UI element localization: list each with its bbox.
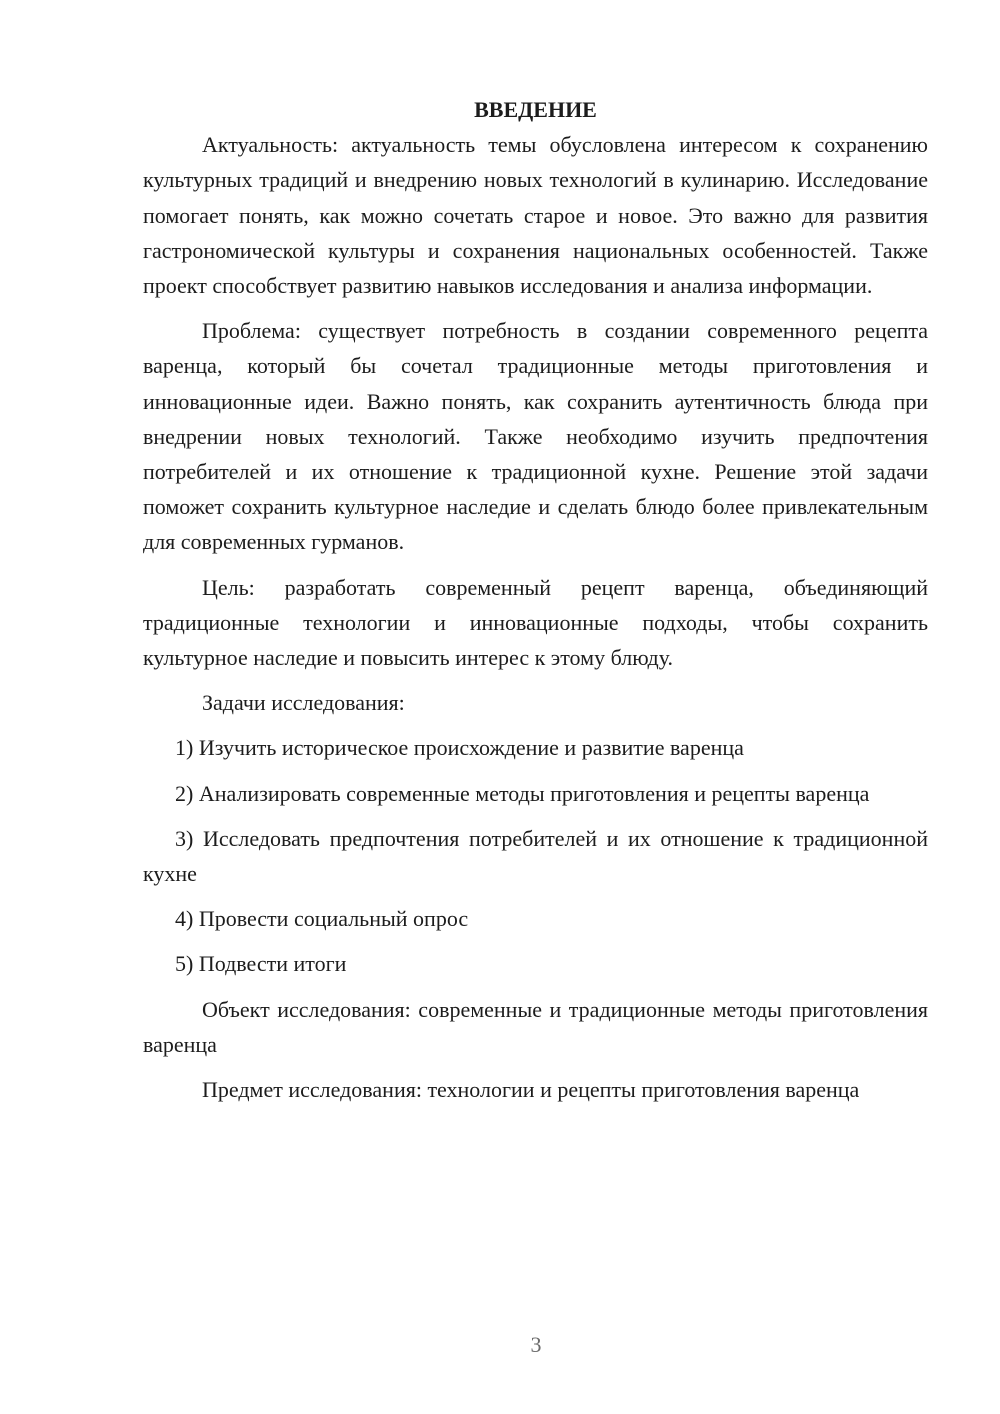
research-object-paragraph: Объект исследования: современные и традиционные методы приготовления варенца — [143, 996, 928, 1057]
task-item-3: 3) Исследовать предпочтения потребителей и их отношение к традиционной кухне — [143, 825, 928, 887]
page-number: 3 — [530, 1332, 542, 1357]
goal-paragraph: Цель: разработать современный рецепт варенца, объединяющий традиционные технологии и инновационные подходы, чтобы сохранить культурное наследие и повысить интерес к этому блюду. — [143, 574, 928, 671]
task-item-2: 2) Анализировать современные методы приготовления и рецепты варенца — [175, 780, 870, 806]
page-title: ВВЕДЕНИЕ — [474, 97, 597, 122]
task-item-1: 1) Изучить историческое происхождение и развитие варенца — [175, 735, 744, 761]
task-item-5: 5) Подвести итоги — [175, 951, 347, 977]
relevance-paragraph: Актуальность: актуальность темы обусловлена интересом к сохранению культурных традиций и внедрению новых технологий в кулинарию. Исследование помогает понять, как можно сочетать старое и новое. Это важно для развития гастрономической культуры и сохранения национальных особенностей. Также проект способствует развитию навыков исследования и анализа информации. — [143, 132, 928, 299]
task-item-4: 4) Провести социальный опрос — [175, 906, 469, 932]
problem-paragraph: Проблема: существует потребность в создании современного рецепта варенца, который бы сочетал традиционные методы приготовления и инновационные идеи. Важно понять, как сохранить аутентичность блюда при внедрении новых технологий. Также необходимо изучить предпочтения потребителей и их отношение к традиционной кухне. Решение этой задачи поможет сохранить культурное наследие и сделать блюдо более привлекательным для современных гурманов. — [143, 318, 928, 555]
document-body — [143, 92, 928, 1107]
research-subject-paragraph: Предмет исследования: технологии и рецепты приготовления варенца — [202, 1077, 860, 1103]
tasks-heading: Задачи исследования: — [202, 690, 405, 716]
